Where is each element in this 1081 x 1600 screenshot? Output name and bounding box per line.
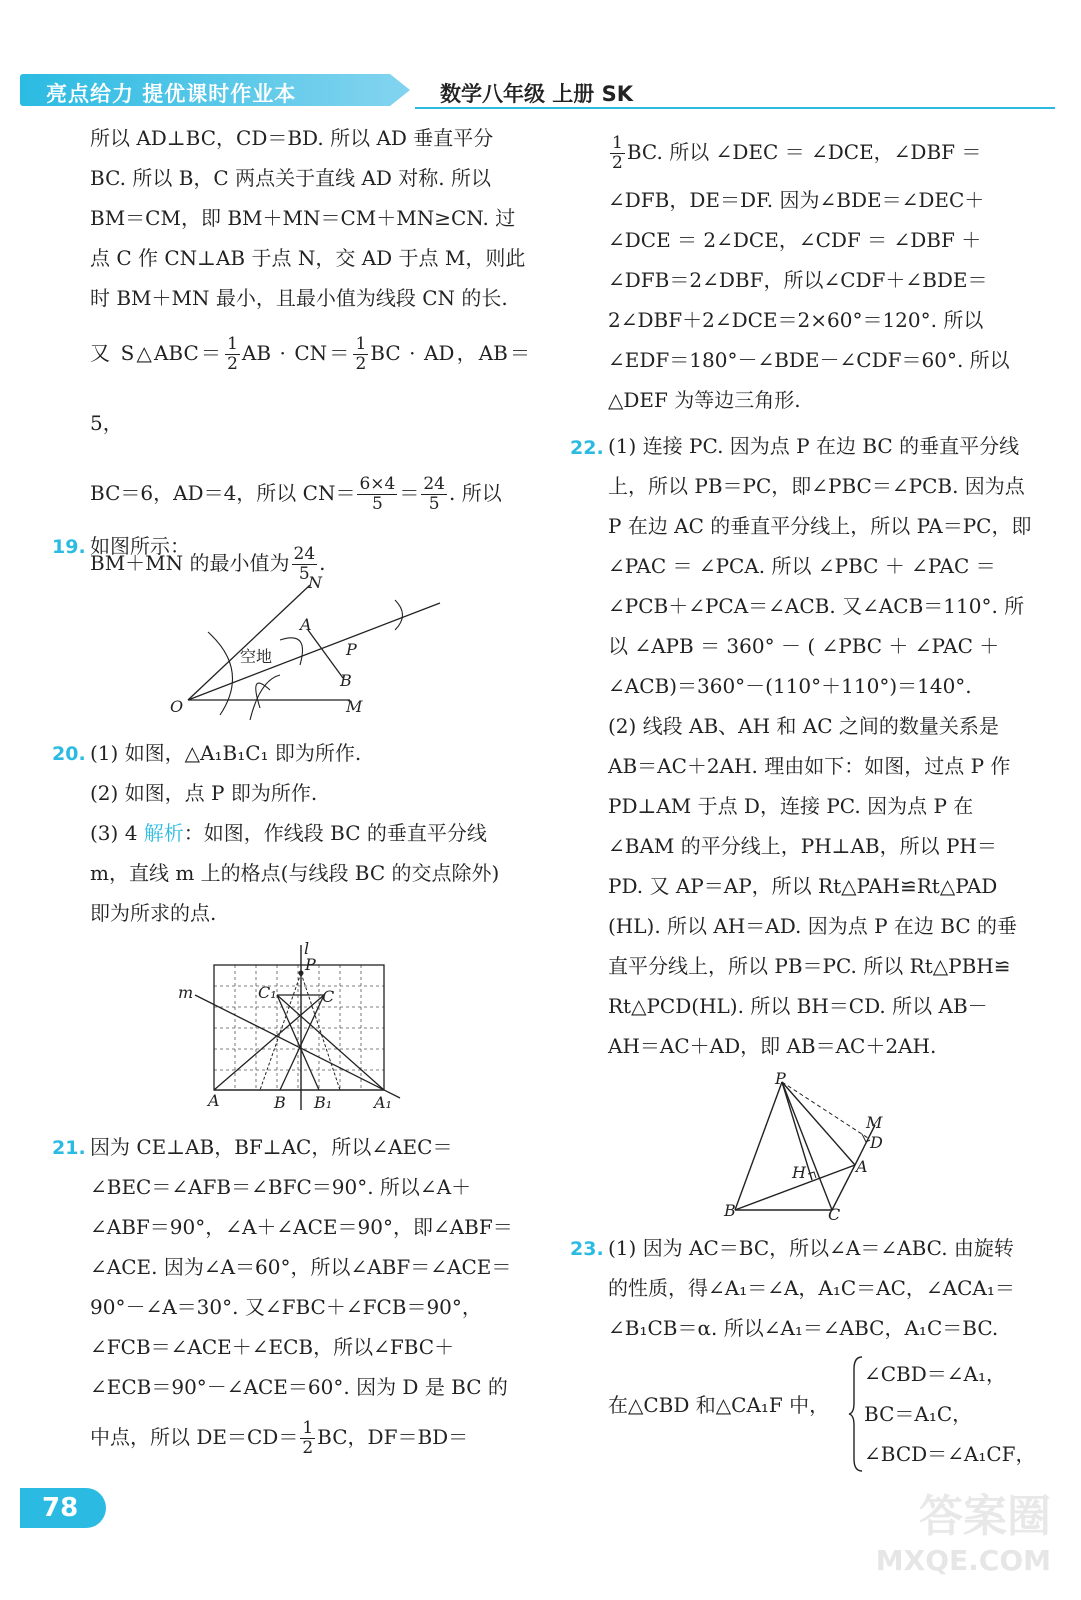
denominator: 2 bbox=[227, 354, 238, 374]
q19-text: 如图所示： bbox=[90, 534, 190, 558]
q22-line: AH＝AC＋AD，即 AB＝AC＋2AH. bbox=[608, 1034, 937, 1058]
text: . 所以 bbox=[449, 481, 502, 505]
q18-cn-line bbox=[90, 458, 530, 528]
label-C: C bbox=[828, 1205, 841, 1224]
q22-line: 上，所以 PB＝PC，即∠PBC＝∠PCB. 因为点 bbox=[608, 474, 1025, 498]
right-column bbox=[608, 125, 1048, 420]
q22-line: 以 ∠APB ＝ 360° － ( ∠PBC ＋ ∠PAC ＋ bbox=[608, 634, 1000, 658]
label-B: B bbox=[340, 671, 352, 690]
numerator: 24 bbox=[423, 474, 445, 494]
label-N: N bbox=[308, 573, 322, 592]
q20-part1: (1) 如图，△A₁B₁C₁ 即为所作. bbox=[90, 741, 362, 765]
brace bbox=[848, 1355, 864, 1473]
label-A1: A₁ bbox=[374, 1093, 392, 1112]
label-C1: C₁ bbox=[258, 983, 277, 1002]
q22-line: 直平分线上，所以 PB＝PC. 所以 Rt△PBH≌ bbox=[608, 954, 1011, 978]
q20-part2: (2) 如图，点 P 即为所作. bbox=[90, 781, 318, 805]
q21-last-line bbox=[90, 1407, 530, 1467]
q23-line: ∠B₁CB＝α. 所以∠A₁＝∠ABC，A₁C＝BC. bbox=[608, 1316, 999, 1340]
q21-line: ∠EDF＝180°－∠BDE－∠CDF＝60°. 所以 bbox=[608, 348, 1010, 372]
q22-line: Rt△PCD(HL). 所以 BH＝CD. 所以 AB－ bbox=[608, 994, 988, 1018]
q21-block bbox=[90, 1127, 530, 1467]
figure-22 bbox=[720, 1070, 900, 1225]
text: 又 S△ABC＝ bbox=[90, 341, 224, 365]
grid bbox=[214, 965, 384, 1090]
label-A: A bbox=[208, 1091, 220, 1110]
page-header bbox=[20, 70, 1050, 110]
q18-area-line bbox=[90, 318, 530, 458]
q22-line: AB＝AC＋2AH. 理由如下：如图，过点 P 作 bbox=[608, 754, 1011, 778]
text: BC＝6，AD＝4，所以 CN＝ bbox=[90, 481, 356, 505]
text: (3) 4 bbox=[90, 821, 144, 845]
q21-line: ∠DFB＝2∠DBF，所以∠CDF＋∠BDE＝ bbox=[608, 268, 988, 292]
triangle-lines bbox=[735, 1082, 875, 1210]
brand-title: 亮点给力 提优课时作业本 bbox=[46, 82, 297, 106]
label-B1: B₁ bbox=[314, 1093, 333, 1112]
q18-line: BC. 所以 B，C 两点关于直线 AD 对称. 所以 bbox=[90, 166, 491, 190]
denominator: 2 bbox=[612, 153, 623, 173]
denominator: 5 bbox=[372, 494, 383, 514]
q22-block bbox=[608, 426, 1048, 1066]
q20-line: 即为所求的点. bbox=[90, 901, 217, 925]
q23-line: (1) 因为 AC＝BC，所以∠A＝∠ABC. 由旋转 bbox=[608, 1236, 1014, 1260]
q21-line: ∠ECB＝90°－∠ACE＝60°. 因为 D 是 BC 的 bbox=[90, 1375, 508, 1399]
label-A: A bbox=[856, 1157, 868, 1176]
watermark-url: MXQE.COM bbox=[875, 1544, 1051, 1577]
q20-block bbox=[90, 733, 530, 933]
label-land: 空地 bbox=[240, 647, 273, 666]
ray-ON bbox=[188, 585, 310, 700]
label-O: O bbox=[170, 697, 184, 716]
text: AB · CN＝ bbox=[241, 341, 352, 365]
q18-line: 点 C 作 CN⊥AB 于点 N，交 AD 于点 M，则此 bbox=[90, 246, 526, 270]
system-line: ∠BCD＝∠A₁CF， bbox=[864, 1442, 1036, 1466]
arc bbox=[256, 683, 270, 708]
q22-line: ∠ACB)＝360°－(110°＋110°)＝140°. bbox=[608, 674, 972, 698]
dashed-PD bbox=[782, 1082, 868, 1138]
numerator: 6×4 bbox=[359, 474, 396, 494]
q21-line: ∠ABF＝90°，∠A＋∠ACE＝90°，即∠ABF＝ bbox=[90, 1215, 513, 1239]
text: BM＋MN 的最小值为 bbox=[90, 551, 290, 575]
text: 中点，所以 DE＝CD＝ bbox=[90, 1425, 299, 1449]
q21-line: 2∠DBF＋2∠DCE＝2×60°＝120°. 所以 bbox=[608, 308, 984, 332]
label-M: M bbox=[346, 697, 363, 716]
label-B: B bbox=[274, 1093, 286, 1112]
label-B: B bbox=[724, 1201, 736, 1220]
q21-line: ∠DCE ＝ 2∠DCE，∠CDF ＝ ∠DBF ＋ bbox=[608, 228, 982, 252]
label-l: l bbox=[304, 940, 310, 958]
fraction bbox=[610, 134, 625, 173]
denominator: 2 bbox=[302, 1438, 314, 1458]
arc bbox=[395, 600, 403, 630]
text: . bbox=[319, 551, 326, 575]
fraction bbox=[225, 335, 240, 374]
q21-line: 90°－∠A＝30°. 又∠FBC＋∠FCB＝90°， bbox=[90, 1295, 482, 1319]
label-m: m bbox=[178, 983, 194, 1002]
figure-19 bbox=[160, 570, 460, 720]
q18-line: 所以 AD⊥BC，CD＝BD. 所以 AD 垂直平分 bbox=[90, 126, 494, 150]
q21-line: ∠DFB，DE＝DF. 因为∠BDE＝∠DEC＋ bbox=[608, 188, 985, 212]
q19-number: 19. bbox=[52, 536, 86, 558]
q23-system bbox=[864, 1354, 1036, 1474]
denominator: 2 bbox=[355, 354, 367, 374]
numerator: 1 bbox=[302, 1418, 314, 1438]
label-A: A bbox=[300, 615, 312, 634]
q22-line: PD. 又 AP＝AP，所以 Rt△PAH≌Rt△PAD bbox=[608, 874, 998, 898]
q21-line: 因为 CE⊥AB，BF⊥AC，所以∠AEC＝ bbox=[90, 1135, 453, 1159]
denominator: 5 bbox=[298, 564, 310, 584]
fraction bbox=[353, 335, 368, 374]
text: BC，DF＝BD＝ bbox=[317, 1425, 469, 1449]
header-rule bbox=[415, 107, 1055, 109]
q21-line: △DEF 为等边三角形. bbox=[608, 388, 801, 412]
q22-line: (HL). 所以 AH＝AD. 因为点 P 在边 BC 的垂 bbox=[608, 914, 1018, 938]
arc bbox=[250, 675, 280, 720]
watermark-logo: 答案圈 bbox=[919, 1491, 1051, 1542]
q20-line: m，直线 m 上的格点(与线段 BC 的交点除外) bbox=[90, 861, 500, 885]
q22-line: (2) 线段 AB、AH 和 AC 之间的数量关系是 bbox=[608, 714, 999, 738]
q23-number: 23. bbox=[570, 1238, 604, 1260]
q21-line: ∠FCB＝∠ACE＋∠ECB，所以∠FBC＋ bbox=[90, 1335, 455, 1359]
fraction bbox=[357, 475, 397, 514]
figure-20 bbox=[170, 940, 410, 1120]
numerator: 1 bbox=[612, 133, 623, 153]
q18-line: 时 BM＋MN 最小，且最小值为线段 CN 的长. bbox=[90, 286, 508, 310]
q22-line: (1) 连接 PC. 因为点 P 在边 BC 的垂直平分线 bbox=[608, 434, 1020, 458]
q22-line: ∠PAC ＝ ∠PCA. 所以 ∠PBC ＋ ∠PAC ＝ bbox=[608, 554, 996, 578]
label-D: D bbox=[870, 1133, 883, 1152]
numerator: 1 bbox=[227, 334, 238, 354]
system-line: BC＝A₁C， bbox=[864, 1402, 973, 1426]
numerator: 1 bbox=[355, 334, 367, 354]
numerator: 24 bbox=[293, 544, 316, 564]
text: ＝ bbox=[399, 481, 420, 505]
arc bbox=[208, 632, 233, 715]
q23-block bbox=[608, 1228, 1048, 1348]
grid-border bbox=[214, 965, 384, 1090]
denominator: 5 bbox=[428, 494, 440, 514]
q21-line: ∠ACE. 因为∠A＝60°，所以∠ABF＝∠ACE＝ bbox=[90, 1255, 512, 1279]
label-C: C bbox=[322, 987, 335, 1006]
q23-in-label: 在△CBD 和△CA₁F 中， bbox=[608, 1393, 830, 1417]
q18-line: BM＝CM，即 BM＋MN＝CM＋MN≥CN. 过 bbox=[90, 206, 516, 230]
q21-number: 21. bbox=[52, 1137, 86, 1159]
q20-part3 bbox=[90, 813, 530, 853]
q22-number: 22. bbox=[570, 437, 604, 459]
point-P bbox=[299, 971, 304, 976]
text: BC · AD，AB＝5， bbox=[90, 341, 531, 435]
text: BC. 所以 ∠DEC ＝ ∠DCE，∠DBF ＝ bbox=[626, 140, 982, 164]
watermark bbox=[861, 1480, 1061, 1590]
text: ：如图，作线段 BC 的垂直平分线 bbox=[183, 821, 487, 845]
q23-line: 的性质，得∠A₁＝∠A，A₁C＝AC，∠ACA₁＝ bbox=[608, 1276, 1015, 1300]
fraction bbox=[421, 475, 447, 514]
subject-title: 数学八年级 上册 SK bbox=[440, 82, 634, 106]
q22-line: PD⊥AM 于点 D，连接 PC. 因为点 P 在 bbox=[608, 794, 974, 818]
analysis-tag: 解析 bbox=[143, 821, 184, 845]
q22-line: P 在边 AC 的垂直平分线上，所以 PA＝PC，即 bbox=[608, 514, 1032, 538]
label-H: H bbox=[792, 1163, 806, 1182]
fraction bbox=[300, 1419, 315, 1458]
q22-line: ∠BAM 的平分线上，PH⊥AB，所以 PH＝ bbox=[608, 834, 997, 858]
triangles bbox=[214, 995, 384, 1090]
q22-line: ∠PCB＋∠PCA＝∠ACB. 又∠ACB＝110°. 所 bbox=[608, 594, 1025, 618]
q21-line: ∠BEC＝∠AFB＝∠BFC＝90°. 所以∠A＋ bbox=[90, 1175, 472, 1199]
q20-number: 20. bbox=[52, 743, 86, 765]
q21-continue bbox=[608, 125, 1048, 180]
system-line: ∠CBD＝∠A₁， bbox=[864, 1362, 1007, 1386]
segment-AB bbox=[308, 630, 343, 678]
page-number: 78 bbox=[20, 1488, 106, 1528]
label-M: M bbox=[866, 1113, 883, 1132]
line-m bbox=[195, 995, 400, 1098]
label-P: P bbox=[775, 1070, 786, 1088]
label-P: P bbox=[346, 640, 357, 659]
label-P: P bbox=[305, 955, 316, 974]
